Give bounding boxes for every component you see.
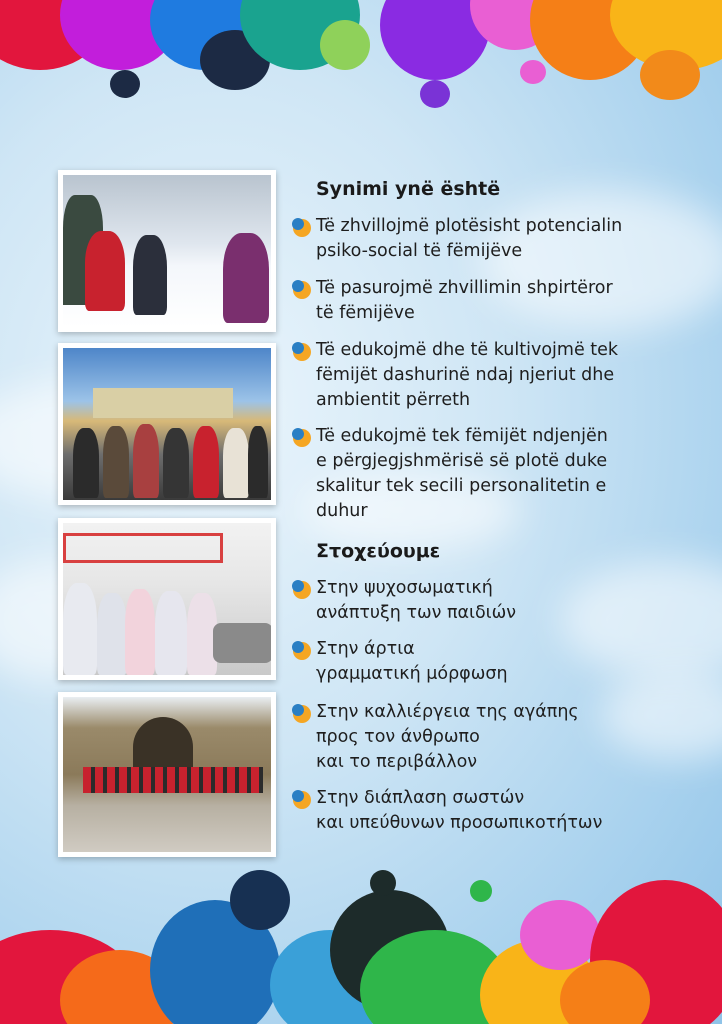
list-item-line: Στην άρτια [316,639,415,659]
factory-visit-photo [58,518,276,680]
list-item [290,424,660,524]
list-item [290,637,650,687]
bullet-icon [290,278,312,300]
bullet-icon [290,639,312,661]
list-item-line: ambientit përreth [316,390,471,410]
list-item-line: Të edukojmë dhe të kultivojmë tek [316,340,619,360]
list-item-line: και το περιβάλλον [316,752,478,772]
list-item [290,576,650,626]
bullet-icon [290,578,312,600]
list-item-line: skalitur tek secili personalitetin e duhur [316,476,607,521]
list-item [290,700,650,775]
list-item-line: Të pasurojmë zhvillimin shpirtëror [316,278,613,298]
list-item-line: Të zhvillojmë plotësisht potencialin [316,216,623,236]
list-item-line: Στην ψυχοσωματική [316,578,493,598]
list-item [290,786,650,836]
bullet-icon [290,426,312,448]
list-item [290,338,650,413]
bullet-icon [290,216,312,238]
list-item [290,276,650,326]
list-item-line: προς τον άνθρωπο [316,727,480,747]
list-item-line: Στην καλλιέργεια της αγάπης [316,702,579,722]
bullet-icon [290,702,312,724]
bullet-icon [290,788,312,810]
snow-play-photo [58,170,276,332]
list-item-line: ανάπτυξη των παιδιών [316,603,517,623]
list-item-line: të fëmijëve [316,303,415,323]
school-trip-photo [58,343,276,505]
section-title-aims: Synimi ynë është [316,178,501,200]
list-item-line: γραμματική μόρφωση [316,664,508,684]
list-item-line: Στην διάπλαση σωστών [316,788,525,808]
monument-visit-photo [58,692,276,857]
list-item-line: και υπεύθυνων προσωπικοτήτων [316,813,603,833]
list-item [290,214,650,264]
list-item-line: psiko-social të fëmijëve [316,241,523,261]
list-item-line: Të edukojmë tek fëmijët ndjenjën [316,426,608,446]
list-item-line: e përgjegjshmërisë së plotë duke [316,451,608,471]
bullet-icon [290,340,312,362]
section-title-goals: Στοχεύουμε [316,540,441,562]
list-item-line: fëmijët dashurinë ndaj njeriut dhe [316,365,615,385]
